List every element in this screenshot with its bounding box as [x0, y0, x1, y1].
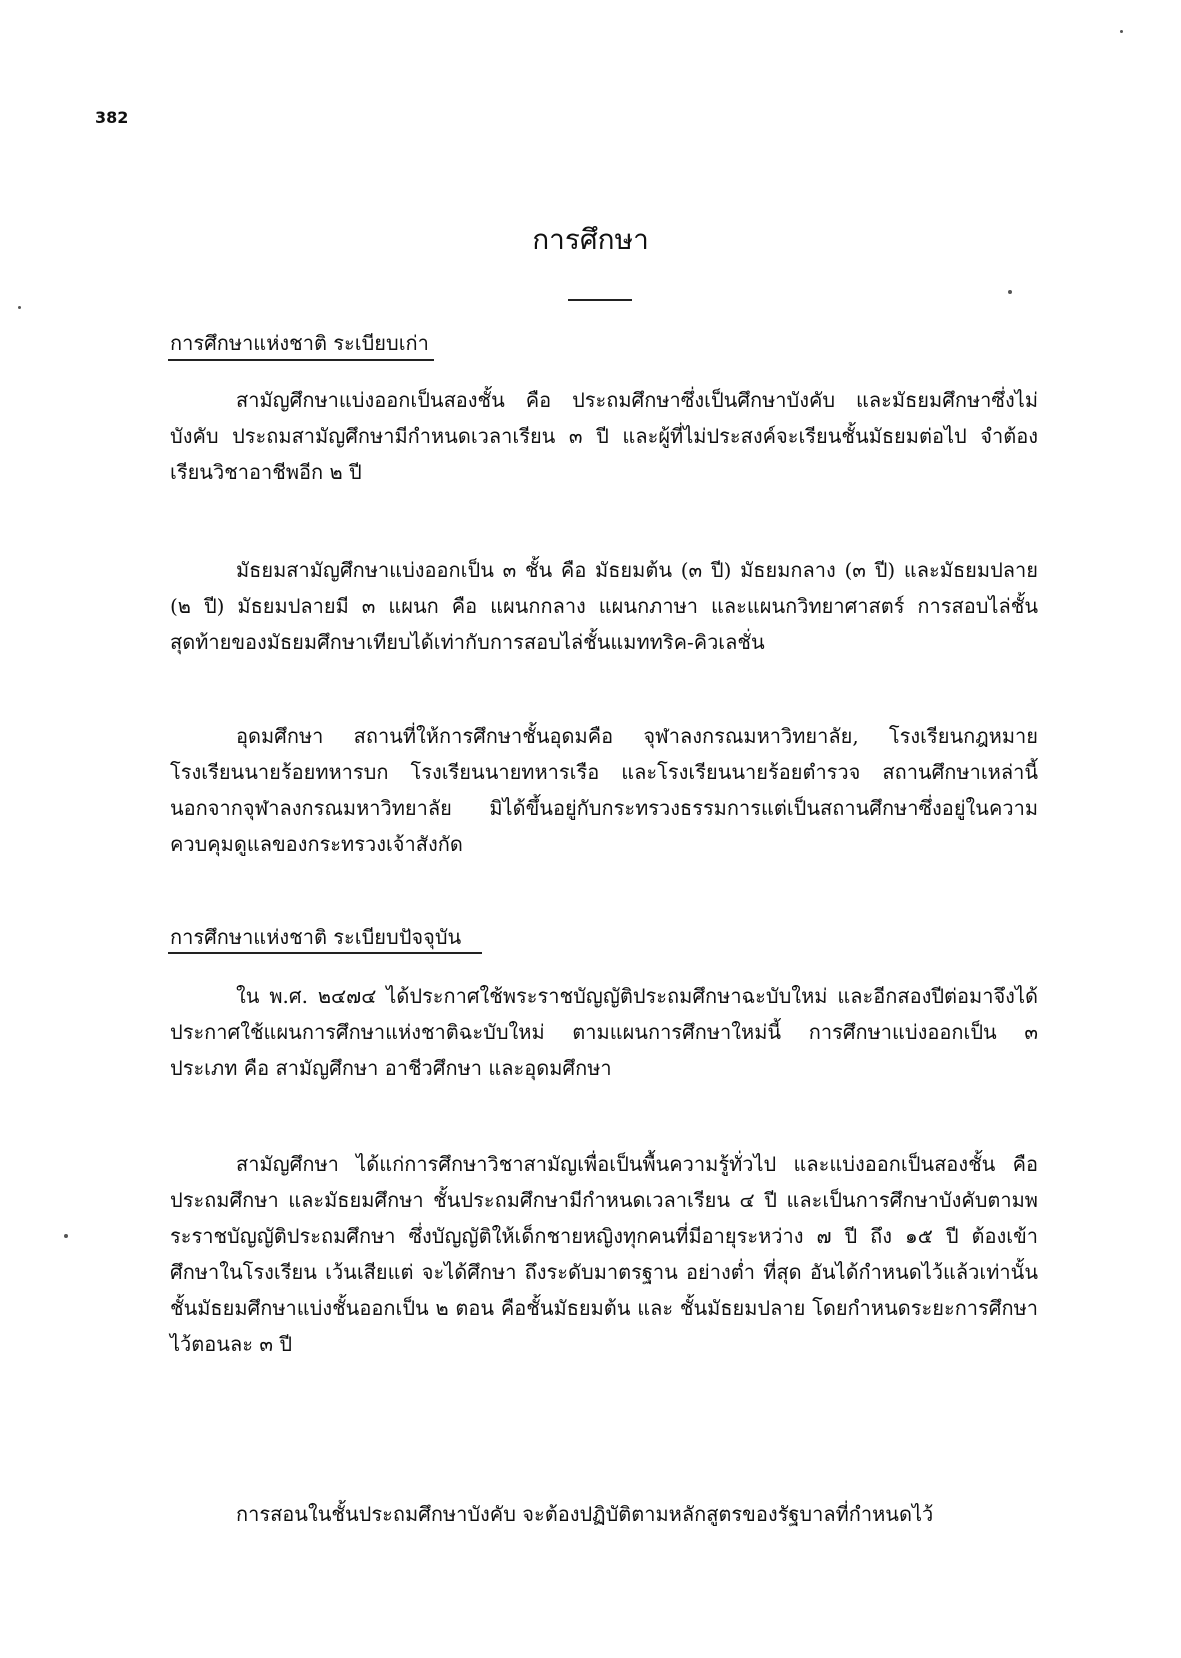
paragraph: การสอนในชั้นประถมศึกษาบังคับ จะต้องปฏิบัติตามหลักสูตรของรัฐบาลที่กำหนดไว้ — [236, 1502, 934, 1526]
paragraph: มัธยมสามัญศึกษาแบ่งออกเป็น ๓ ชั้น คือ มัธยมต้น (๓ ปี) มัธยมกลาง (๓ ปี) และมัธยมปลาย (๒ ปี) มัธยมปลายมี ๓ แผนก คือ แผนกกลาง แผนกภาษา และแผนกวิทยาศาสตร์ การสอบไล่ชั้นสุดท้ายของมัธยมศึกษาเทียบได้เท่ากับการสอบไล่ชั้นแมททริค-คิวเลชั่น — [170, 558, 1038, 654]
section-heading-current-system: การศึกษาแห่งชาติ ระเบียบปัจจุบัน — [170, 925, 462, 949]
section-heading-old-system: การศึกษาแห่งชาติ ระเบียบเก่า — [170, 331, 429, 355]
paragraph: อุดมศึกษา สถานที่ให้การศึกษาชั้นอุดมคือ จุฬาลงกรณมหาวิทยาลัย, โรงเรียนกฎหมาย โรงเรียนนายร้อยทหารบก โรงเรียนนายทหารเรือ และโรงเรียนนายร้อยตำรวจ สถานศึกษาเหล่านี้ นอกจากจุฬาลงกรณมหาวิทยาลัย มิได้ขึ้นอยู่กับกระทรวงธรรมการแต่เป็นสถานศึกษาซึ่งอยู่ในความควบคุมดูแลของกระทรวงเจ้าสังกัด — [170, 724, 1038, 856]
paragraph: สามัญศึกษาแบ่งออกเป็นสองชั้น คือ ประถมศึกษาซึ่งเป็นศึกษาบังคับ และมัธยมศึกษาซึ่งไม่บังคับ ประถมสามัญศึกษามีกำหนดเวลาเรียน ๓ ปี และผู้ที่ไม่ประสงค์จะเรียนชั้นมัธยมต่อไป จำต้องเรียนวิชาอาชีพอีก ๒ ปี — [170, 388, 1038, 484]
heading-underline — [168, 359, 434, 361]
paragraph: ใน พ.ศ. ๒๔๗๔ ได้ประกาศใช้พระราชบัญญัติประถมศึกษาฉะบับใหม่ และอีกสองปีต่อมาจึงได้ประกาศใช้แผนการศึกษาแห่งชาติฉะบับใหม่ ตามแผนการศึกษาใหม่นี้ การศึกษาแบ่งออกเป็น ๓ ประเภท คือ สามัญศึกษา อาชีวศึกษา และอุดมศึกษา — [170, 984, 1038, 1080]
page-number: 382 — [95, 108, 129, 127]
paragraph: สามัญศึกษา ได้แก่การศึกษาวิชาสามัญเพื่อเป็นพื้นความรู้ทั่วไป และแบ่งออกเป็นสองชั้น คือ ประถมศึกษา และมัธยมศึกษา ชั้นประถมศึกษามีกำหนดเวลาเรียน ๔ ปี และเป็นการศึกษาบังคับตามพระราชบัญญัติประถมศึกษา ซึ่งบัญญัติให้เด็กชายหญิงทุกคนที่มีอายุระหว่าง ๗ ปี ถึง ๑๕ ปี ต้องเข้าศึกษาในโรงเรียน เว้นเสียแต่ จะได้ศึกษา ถึงระดับมาตรฐาน อย่างต่ำ ที่สุด อันได้กำหนดไว้แล้วเท่านั้น ชั้นมัธยมศึกษาแบ่งชั้นออกเป็น ๒ ตอน คือชั้นมัธยมต้น และ ชั้นมัธยมปลาย โดยกำหนดระยะการศึกษาไว้ตอนละ ๓ ปี — [170, 1152, 1038, 1356]
scan-speck — [64, 1234, 68, 1238]
heading-underline — [168, 952, 482, 954]
title-rule — [568, 299, 632, 301]
scan-speck — [1120, 30, 1123, 33]
scan-speck — [1008, 290, 1012, 294]
scan-speck — [18, 306, 21, 309]
page-title: การศึกษา — [532, 223, 649, 256]
